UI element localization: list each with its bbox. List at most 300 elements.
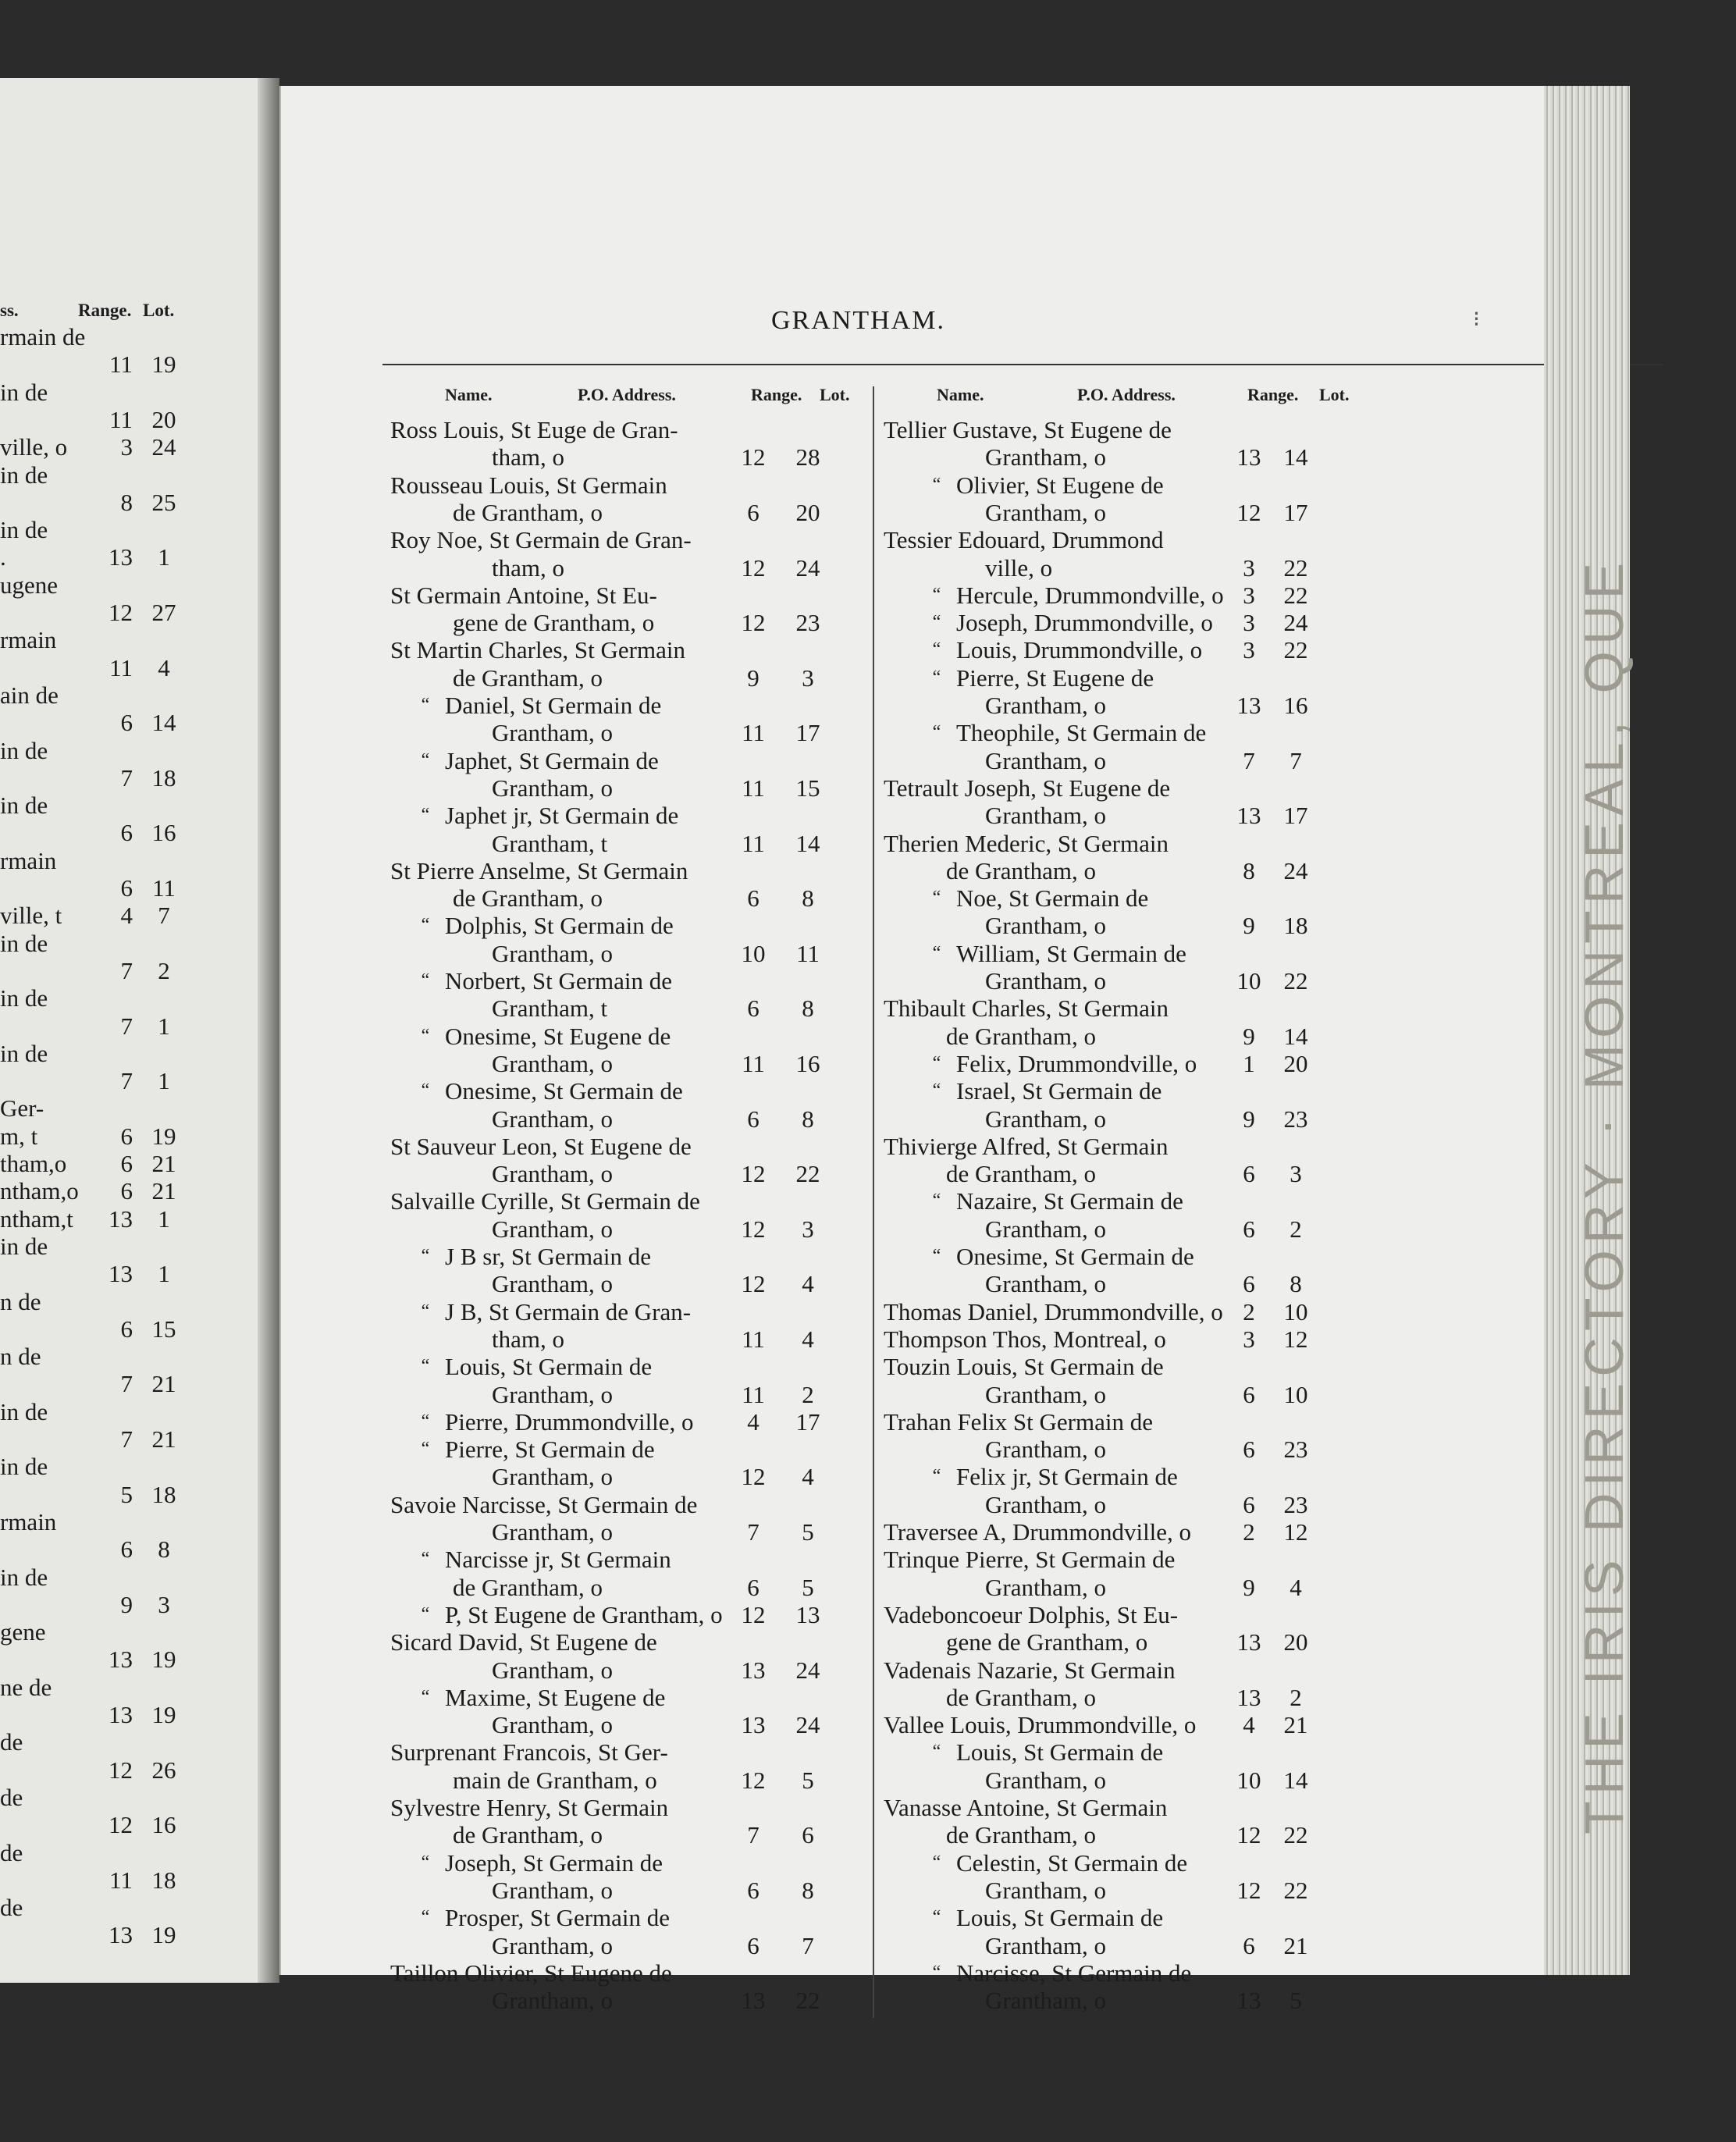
left-row-lot: 24 [151,433,176,461]
entry-text: Grantham, o [985,746,1106,774]
left-row-text: in de [0,929,48,957]
ditto-mark: “ [932,474,941,495]
entry-text: de Grantham, o [453,664,603,692]
entry-text: de Grantham, o [946,1821,1096,1849]
left-row-lot: 20 [151,405,176,433]
entry-text: Grantham, o [985,912,1106,940]
entry-lot: 22 [1283,581,1308,609]
entry-text: Surprenant Francois, St Ger- [390,1738,668,1767]
entry-line [281,857,1530,884]
facing-page-left [0,78,258,1983]
entry-line [281,499,1530,526]
left-row-lot: 19 [151,1122,176,1150]
ditto-mark: “ [932,1190,941,1212]
entry-range: 11 [742,1380,765,1408]
left-row-text: Ger- [0,1094,44,1123]
entry-line [281,554,1530,582]
left-row-lot: 18 [151,1866,176,1894]
left-row-lot: 3 [158,1590,170,1618]
left-page-row [0,1674,258,1701]
entry-range: 6 [747,498,760,526]
left-row-range: 13 [108,543,133,571]
left-page-row [0,820,258,846]
entry-lot: 11 [796,939,820,967]
left-row-lot: 7 [158,902,170,930]
col2-header-range: Range. [1247,385,1299,404]
ditto-mark: “ [932,1052,941,1073]
left-page-row [0,1123,258,1150]
left-row-text: ntham,o [0,1177,79,1205]
ditto-mark: “ [421,749,430,770]
entry-range: 13 [1236,802,1261,830]
entry-text: Vallee Louis, Drummondville, o [884,1711,1197,1739]
left-row-text: n de [0,1343,41,1371]
entry-text: St Germain Antoine, St Eu- [390,581,657,609]
entry-text: Tetrault Joseph, St Eugene de [884,774,1171,802]
entry-text: de Grantham, o [946,1022,1096,1050]
entry-text: ville, o [985,553,1053,582]
entry-lot: 21 [1283,1711,1308,1739]
left-row-text: . [0,543,6,571]
entry-text: Onesime, St Germain de [956,1243,1194,1270]
entry-text: St Martin Charles, St Germain [390,636,685,664]
entry-range: 11 [742,1325,765,1353]
entry-lot: 16 [1283,692,1308,719]
entry-text: Grantham, o [492,1518,613,1546]
left-page-row [0,985,258,1012]
ditto-mark: “ [421,1549,430,1570]
entry-text: Traversee A, Drummondville, o [884,1518,1192,1546]
entry-text: Trahan Felix St Germain de [884,1407,1153,1436]
left-page-row [0,1729,258,1756]
book-gutter [258,78,279,1983]
entry-lot: 14 [795,829,820,857]
entry-text: Therien Mederic, St Germain [884,829,1169,857]
entry-text: Grantham, o [492,1987,613,2015]
left-page-row [0,1371,258,1397]
entry-line [281,774,1530,802]
ditto-mark: “ [421,695,430,715]
entry-lot: 20 [795,498,820,526]
ditto-mark: “ [932,1962,941,1983]
left-header-address: ss. [0,301,19,320]
entry-range: 12 [741,1766,766,1794]
entry-line [281,1904,1530,1931]
left-row-range: 11 [109,350,133,379]
left-page-row [0,517,258,543]
left-row-text: n de [0,1287,41,1315]
entry-lot: 3 [802,664,814,692]
entry-text: Savoie Narcisse, St Germain de [390,1490,698,1518]
col1-header-lot: Lot. [820,385,850,404]
entry-lot: 6 [802,1821,814,1849]
left-header-range: Range. [78,301,132,320]
ditto-mark: “ [421,1300,430,1322]
ditto-mark: “ [421,1025,430,1046]
entry-lot: 14 [1283,1766,1308,1794]
ditto-mark: “ [421,1356,430,1377]
entry-line [281,1574,1530,1601]
entry-text: Narcisse, St Germain de [956,1959,1192,1987]
entry-range: 6 [747,884,760,913]
entry-lot: 10 [1283,1297,1308,1325]
col1-header-name: Name. [445,385,493,404]
entry-range: 6 [747,1573,760,1601]
entry-range: 12 [741,1463,766,1491]
entry-text: Roy Noe, St Germain de Gran- [390,526,692,554]
ditto-mark: “ [932,1466,941,1487]
left-page-row [0,655,258,681]
entry-lot: 5 [802,1518,814,1546]
entry-lot: 8 [802,994,814,1023]
entry-lot: 8 [802,884,814,913]
entry-text: Grantham, o [985,1215,1106,1243]
left-row-lot: 19 [151,1646,176,1674]
entry-line [281,1546,1530,1573]
left-page-row [0,1261,258,1287]
entry-text: Felix jr, St Germain de [956,1463,1178,1491]
entry-text: Louis, St Germain de [445,1353,653,1381]
entry-text: Vanasse Antoine, St Germain [884,1794,1168,1821]
entry-lot: 20 [1283,1628,1308,1656]
entry-line [281,1270,1530,1297]
entry-line [281,1877,1530,1904]
entry-range: 12 [741,1270,766,1298]
entry-text: Rousseau Louis, St Germain [390,471,667,499]
left-row-text: rmain [0,846,57,874]
left-page-row [0,1812,258,1838]
left-row-text: gene [0,1618,46,1646]
entry-line [281,1381,1530,1408]
left-page-row [0,1702,258,1728]
entry-range: 3 [1243,1325,1255,1353]
left-row-lot: 1 [158,543,170,571]
left-row-lot: 19 [151,350,176,379]
left-row-text: rmain de [0,323,86,350]
left-row-lot: 18 [151,763,176,792]
ditto-mark: “ [932,1246,941,1266]
entry-lot: 12 [1283,1518,1308,1546]
left-row-range: 7 [120,1370,133,1398]
left-page-row [0,1895,258,1921]
entry-range: 2 [1243,1518,1255,1546]
entry-text: Thompson Thos, Montreal, o [884,1325,1166,1353]
entry-text: tham, o [492,1325,564,1353]
entry-text: Grantham, o [985,967,1106,994]
entry-text: Celestin, St Germain de [956,1848,1188,1877]
entry-text: Daniel, St Germain de [445,692,662,719]
entry-range: 6 [1243,1931,1255,1959]
entry-text: Tellier Gustave, St Eugene de [884,416,1172,443]
entry-range: 13 [1236,1987,1261,2015]
left-page-row [0,1151,258,1177]
entry-range: 7 [747,1821,760,1849]
entry-text: Tessier Edouard, Drummond [884,526,1164,554]
entry-text: Joseph, St Germain de [445,1848,663,1877]
entry-line [281,912,1530,939]
entry-text: Theophile, St Germain de [956,719,1207,747]
entry-text: St Sauveur Leon, St Eugene de [390,1132,692,1160]
col2-header-lot: Lot. [1319,385,1350,404]
entry-text: Taillon Olivier, St Eugene de [390,1959,672,1987]
entry-lot: 24 [795,1656,820,1684]
left-row-range: 5 [120,1480,133,1508]
left-row-lot: 1 [158,1067,170,1095]
entry-text: P, St Eugene de Grantham, o [445,1600,723,1628]
left-page-row [0,572,258,599]
entry-text: Trinque Pierre, St Germain de [884,1546,1176,1574]
entry-range: 12 [741,1160,766,1188]
entry-lot: 24 [795,553,820,582]
entry-text: Grantham, o [492,774,613,802]
entry-range: 9 [1243,912,1255,940]
entry-text: Thibault Charles, St Germain [884,994,1169,1023]
entry-line [281,1601,1530,1628]
left-page-row [0,1564,258,1591]
entry-lot: 23 [1283,1105,1308,1133]
entry-text: gene de Grantham, o [946,1628,1148,1656]
left-row-range: 6 [120,1535,133,1564]
entry-range: 12 [741,553,766,582]
entry-range: 3 [1243,636,1255,664]
entry-lot: 20 [1283,1049,1308,1077]
entry-text: Louis, St Germain de [956,1738,1164,1767]
entry-line [281,1959,1530,1987]
entry-lot: 22 [1283,636,1308,664]
entry-range: 12 [741,1600,766,1628]
entry-text: de Grantham, o [453,498,603,526]
entry-lot: 2 [1290,1215,1302,1243]
entry-text: Grantham, o [985,692,1106,719]
left-page-row [0,1840,258,1866]
entry-range: 3 [1243,609,1255,637]
entry-line [281,1105,1530,1133]
ditto-mark: “ [421,1907,430,1928]
entry-lot: 4 [802,1270,814,1298]
entry-lot: 22 [1283,967,1308,994]
entry-line [281,719,1530,746]
left-row-range: 13 [108,1260,133,1288]
entry-line [281,1243,1530,1270]
entry-range: 3 [1243,553,1255,582]
entry-lot: 8 [802,1105,814,1133]
ditto-mark: “ [932,667,941,688]
entry-text: J B, St Germain de Gran- [445,1297,692,1325]
entry-text: Pierre, St Germain de [445,1436,655,1464]
left-row-lot: 21 [151,1370,176,1398]
left-row-range: 7 [120,956,133,984]
left-row-range: 13 [108,1646,133,1674]
entry-line [281,1849,1530,1877]
ditto-mark: “ [421,1411,430,1432]
left-row-lot: 14 [151,709,176,737]
entry-text: Grantham, o [492,1270,613,1298]
entry-line [281,471,1530,499]
entry-lot: 22 [1283,1876,1308,1904]
left-row-lot: 2 [158,956,170,984]
entry-line [281,416,1530,443]
left-row-range: 12 [108,1756,133,1784]
left-row-text: in de [0,736,48,764]
entry-text: Grantham, o [492,1215,613,1243]
left-row-text: in de [0,461,48,489]
col1-header-address: P.O. Address. [578,385,676,404]
entry-range: 12 [741,443,766,471]
left-row-text: ville, o [0,433,68,461]
entry-range: 11 [742,719,765,747]
entry-text: Israel, St Germain de [956,1077,1162,1105]
left-page-row [0,848,258,874]
entry-line [281,1794,1530,1821]
header-tick-mark: ⁝ [1473,308,1480,332]
entry-range: 6 [747,1931,760,1959]
directory-page [279,86,1546,2015]
left-page-row [0,462,258,489]
left-page-row [0,1922,258,1948]
left-row-text: de [0,1894,23,1922]
entry-line [281,1821,1530,1848]
entry-range: 13 [1236,1683,1261,1711]
entry-range: 6 [1243,1436,1255,1464]
entry-text: Grantham, o [985,443,1106,471]
left-row-lot: 1 [158,1260,170,1288]
left-row-text: tham,o [0,1150,67,1177]
left-row-range: 6 [120,1122,133,1150]
entry-range: 3 [1243,581,1255,609]
entry-text: Grantham, o [492,1876,613,1904]
entry-line [281,1133,1530,1160]
entry-line [281,1711,1530,1738]
entry-range: 11 [742,1049,765,1077]
left-row-range: 7 [120,763,133,792]
left-row-lot: 4 [158,653,170,681]
entry-line [281,802,1530,829]
col1-header-range: Range. [751,385,802,404]
spine-imprint: THE IRIS DIRECTORY · MONTREAL, QUE [1574,556,1635,1834]
entry-text: tham, o [492,553,564,582]
ditto-mark: “ [932,1080,941,1101]
left-page-row [0,627,258,653]
entry-text: Grantham, o [985,1380,1106,1408]
left-row-range: 11 [109,653,133,681]
left-row-range: 7 [120,1067,133,1095]
left-row-range: 6 [120,709,133,737]
ditto-mark: “ [421,1080,430,1101]
entry-lot: 5 [802,1766,814,1794]
entry-line [281,1298,1530,1325]
entry-text: Grantham, o [492,1711,613,1739]
left-row-range: 3 [120,433,133,461]
left-page-row [0,958,258,984]
entry-line [281,1491,1530,1518]
left-page-row [0,792,258,819]
entry-line [281,1023,1530,1050]
left-row-range: 7 [120,1012,133,1040]
entry-text: Vadenais Nazarie, St Germain [884,1656,1176,1684]
left-page-row [0,1867,258,1894]
entry-lot: 24 [1283,609,1308,637]
left-page-row [0,1454,258,1480]
entry-text: Pierre, Drummondville, o [445,1407,694,1436]
entry-range: 12 [741,1215,766,1243]
left-row-text: in de [0,378,48,406]
entry-lot: 4 [802,1325,814,1353]
entry-range: 2 [1243,1297,1255,1325]
entry-range: 9 [1243,1022,1255,1050]
left-row-lot: 19 [151,1701,176,1728]
left-row-lot: 18 [151,1480,176,1508]
entry-text: Onesime, St Eugene de [445,1022,671,1050]
entry-line [281,1767,1530,1794]
entry-range: 7 [1243,746,1255,774]
left-page-row [0,1426,258,1453]
left-page-row [0,682,258,709]
entry-lot: 21 [1283,1931,1308,1959]
entry-text: Grantham, o [492,1160,613,1188]
entry-line [281,664,1530,692]
left-page-row [0,1068,258,1094]
entry-lot: 3 [802,1215,814,1243]
entry-text: Norbert, St Germain de [445,967,672,994]
col2-header-address: P.O. Address. [1077,385,1176,404]
left-page-row [0,1784,258,1811]
entry-range: 13 [741,1656,766,1684]
entry-text: Grantham, o [985,1987,1106,2015]
left-row-range: 12 [108,1811,133,1839]
entry-text: Grantham, o [492,1656,613,1684]
entry-range: 6 [747,994,760,1023]
entry-text: de Grantham, o [453,1573,603,1601]
entry-text: Grantham, o [985,1766,1106,1794]
left-row-text: ne de [0,1673,52,1701]
entry-line [281,1408,1530,1436]
entry-lot: 2 [1290,1683,1302,1711]
entry-lot: 7 [1290,746,1302,774]
left-row-text: in de [0,516,48,544]
entry-text: de Grantham, o [946,1160,1096,1188]
left-row-range: 6 [120,1150,133,1177]
entry-line [281,1160,1530,1187]
entry-line [281,1518,1530,1546]
entry-line [281,884,1530,912]
entry-range: 13 [1236,1628,1261,1656]
left-row-text: ugene [0,571,59,599]
entry-lot: 16 [795,1049,820,1077]
entry-text: Onesime, St Germain de [445,1077,683,1105]
entry-text: Maxime, St Eugene de [445,1683,666,1711]
entry-lot: 17 [795,719,820,747]
entry-lot: 22 [795,1987,820,2015]
left-page-row [0,1343,258,1370]
entry-range: 13 [741,1711,766,1739]
left-row-lot: 26 [151,1756,176,1784]
left-page-row [0,407,258,433]
entry-text: Grantham, o [492,1931,613,1959]
left-page-row [0,875,258,902]
left-page-row [0,544,258,571]
left-page-row [0,351,258,378]
entry-line [281,636,1530,664]
left-page-row [0,930,258,957]
left-row-text: de [0,1783,23,1811]
entry-lot: 12 [1283,1325,1308,1353]
col2-header-name: Name. [937,385,984,404]
left-row-lot: 19 [151,1921,176,1949]
entry-line [281,1463,1530,1490]
entry-lot: 4 [802,1463,814,1491]
entry-text: Olivier, St Eugene de [956,471,1164,499]
entry-text: Grantham, t [492,994,608,1023]
